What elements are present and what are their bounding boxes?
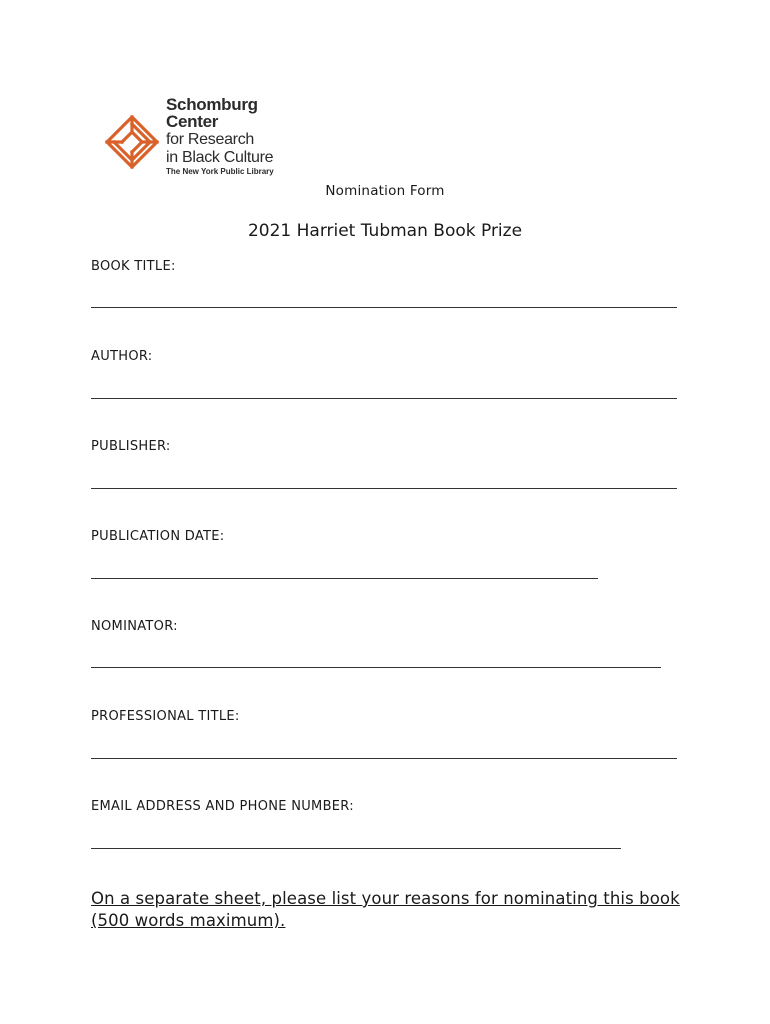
logo-text bbox=[166, 96, 304, 176]
email-phone-line[interactable] bbox=[91, 848, 621, 849]
nomination-note: On a separate sheet, please list your reasons for nominating this book (500 words maximum). bbox=[91, 889, 680, 930]
logo-line-2: for Research bbox=[166, 131, 254, 148]
logo-line-3: in Black Culture bbox=[166, 149, 274, 166]
professional-title-line[interactable] bbox=[91, 758, 677, 759]
book-title-line[interactable] bbox=[91, 307, 677, 308]
nominator-label: NOMINATOR: bbox=[91, 619, 178, 634]
book-title-label: BOOK TITLE: bbox=[91, 259, 176, 274]
logo-line-1: Schomburg Center bbox=[166, 95, 258, 131]
schomburg-logo bbox=[104, 95, 304, 176]
publication-date-label: PUBLICATION DATE: bbox=[91, 529, 225, 544]
publisher-line[interactable] bbox=[91, 488, 677, 489]
page-title: 2021 Harriet Tubman Book Prize bbox=[247, 221, 523, 241]
author-line[interactable] bbox=[91, 398, 677, 399]
nominator-line[interactable] bbox=[91, 667, 661, 668]
schomburg-logo-mark-icon bbox=[104, 114, 160, 170]
form-label: Nomination Form bbox=[325, 183, 445, 199]
publisher-label: PUBLISHER: bbox=[91, 439, 171, 454]
professional-title-label: PROFESSIONAL TITLE: bbox=[91, 709, 240, 724]
email-phone-label: EMAIL ADDRESS AND PHONE NUMBER: bbox=[91, 799, 354, 814]
logo-line-4: The New York Public Library bbox=[166, 167, 274, 176]
publication-date-line[interactable] bbox=[91, 578, 598, 579]
author-label: AUTHOR: bbox=[91, 349, 153, 364]
